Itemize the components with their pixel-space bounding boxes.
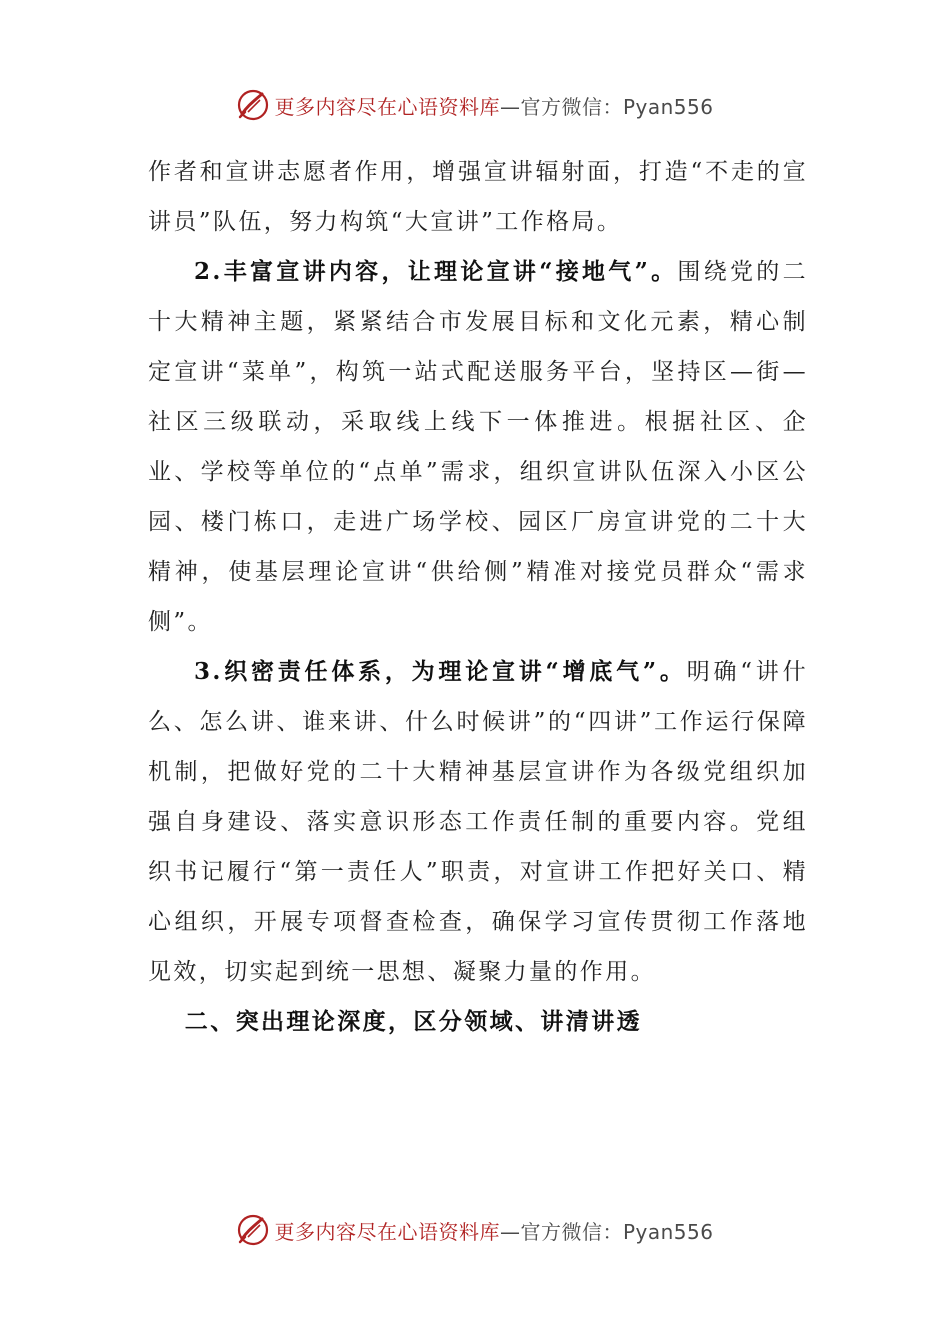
paragraph-3 [148,647,808,997]
paragraph-continuation: 作者和宣讲志愿者作用，增强宣讲辐射面，打造“不走的宣讲员”队伍，努力构筑“大宣讲”工作格局。 [148,159,808,235]
section-heading: 二、突出理论深度，区分领域、讲清讲透 [184,1008,642,1035]
paragraph-2-text: 围绕党的二十大精神主题，紧紧结合市发展目标和文化元素，精心制定宣讲“菜单”，构筑一站式配送服务平台，坚持区—街—社区三级联动，采取线上线下一体推进。根据社区、企业、学校等单位的“点单”需求，组织宣讲队伍深入小区公园、楼门栋口，走进广场学校、园区厂房宣讲党的二十大精神，使基层理论宣讲“供给侧”精准对接党员群众“需求侧”。 [148,259,808,635]
paragraph-2-lead: 2.丰富宣讲内容，让理论宣讲“接地气”。 [194,258,678,285]
watermark-text-red: 更多内容尽在心语资料库 [274,1219,500,1244]
header-watermark [0,85,950,125]
watermark-text-red: 更多内容尽在心语资料库 [274,94,500,119]
watermark-text-gray: —官方微信：Pyan556 [499,94,714,119]
pen-brush-logo-icon [236,1213,270,1247]
watermark-text-gray: —官方微信：Pyan556 [499,1219,714,1244]
document-body [148,147,808,1047]
pen-brush-logo-icon [236,88,270,122]
paragraph-3-lead: 3.织密责任体系，为理论宣讲“增底气”。 [194,658,687,685]
footer-watermark [0,1210,950,1250]
paragraph-2 [148,247,808,647]
paragraph-3-text: 明确“讲什么、怎么讲、谁来讲、什么时候讲”的“四讲”工作运行保障机制，把做好党的二十大精神基层宣讲作为各级党组织加强自身建设、落实意识形态工作责任制的重要内容。党组织书记履行“第一责任人”职责，对宣讲工作把好关口、精心组织，开展专项督查检查，确保学习宣传贯彻工作落地见效，切实起到统一思想、凝聚力量的作用。 [148,659,808,985]
